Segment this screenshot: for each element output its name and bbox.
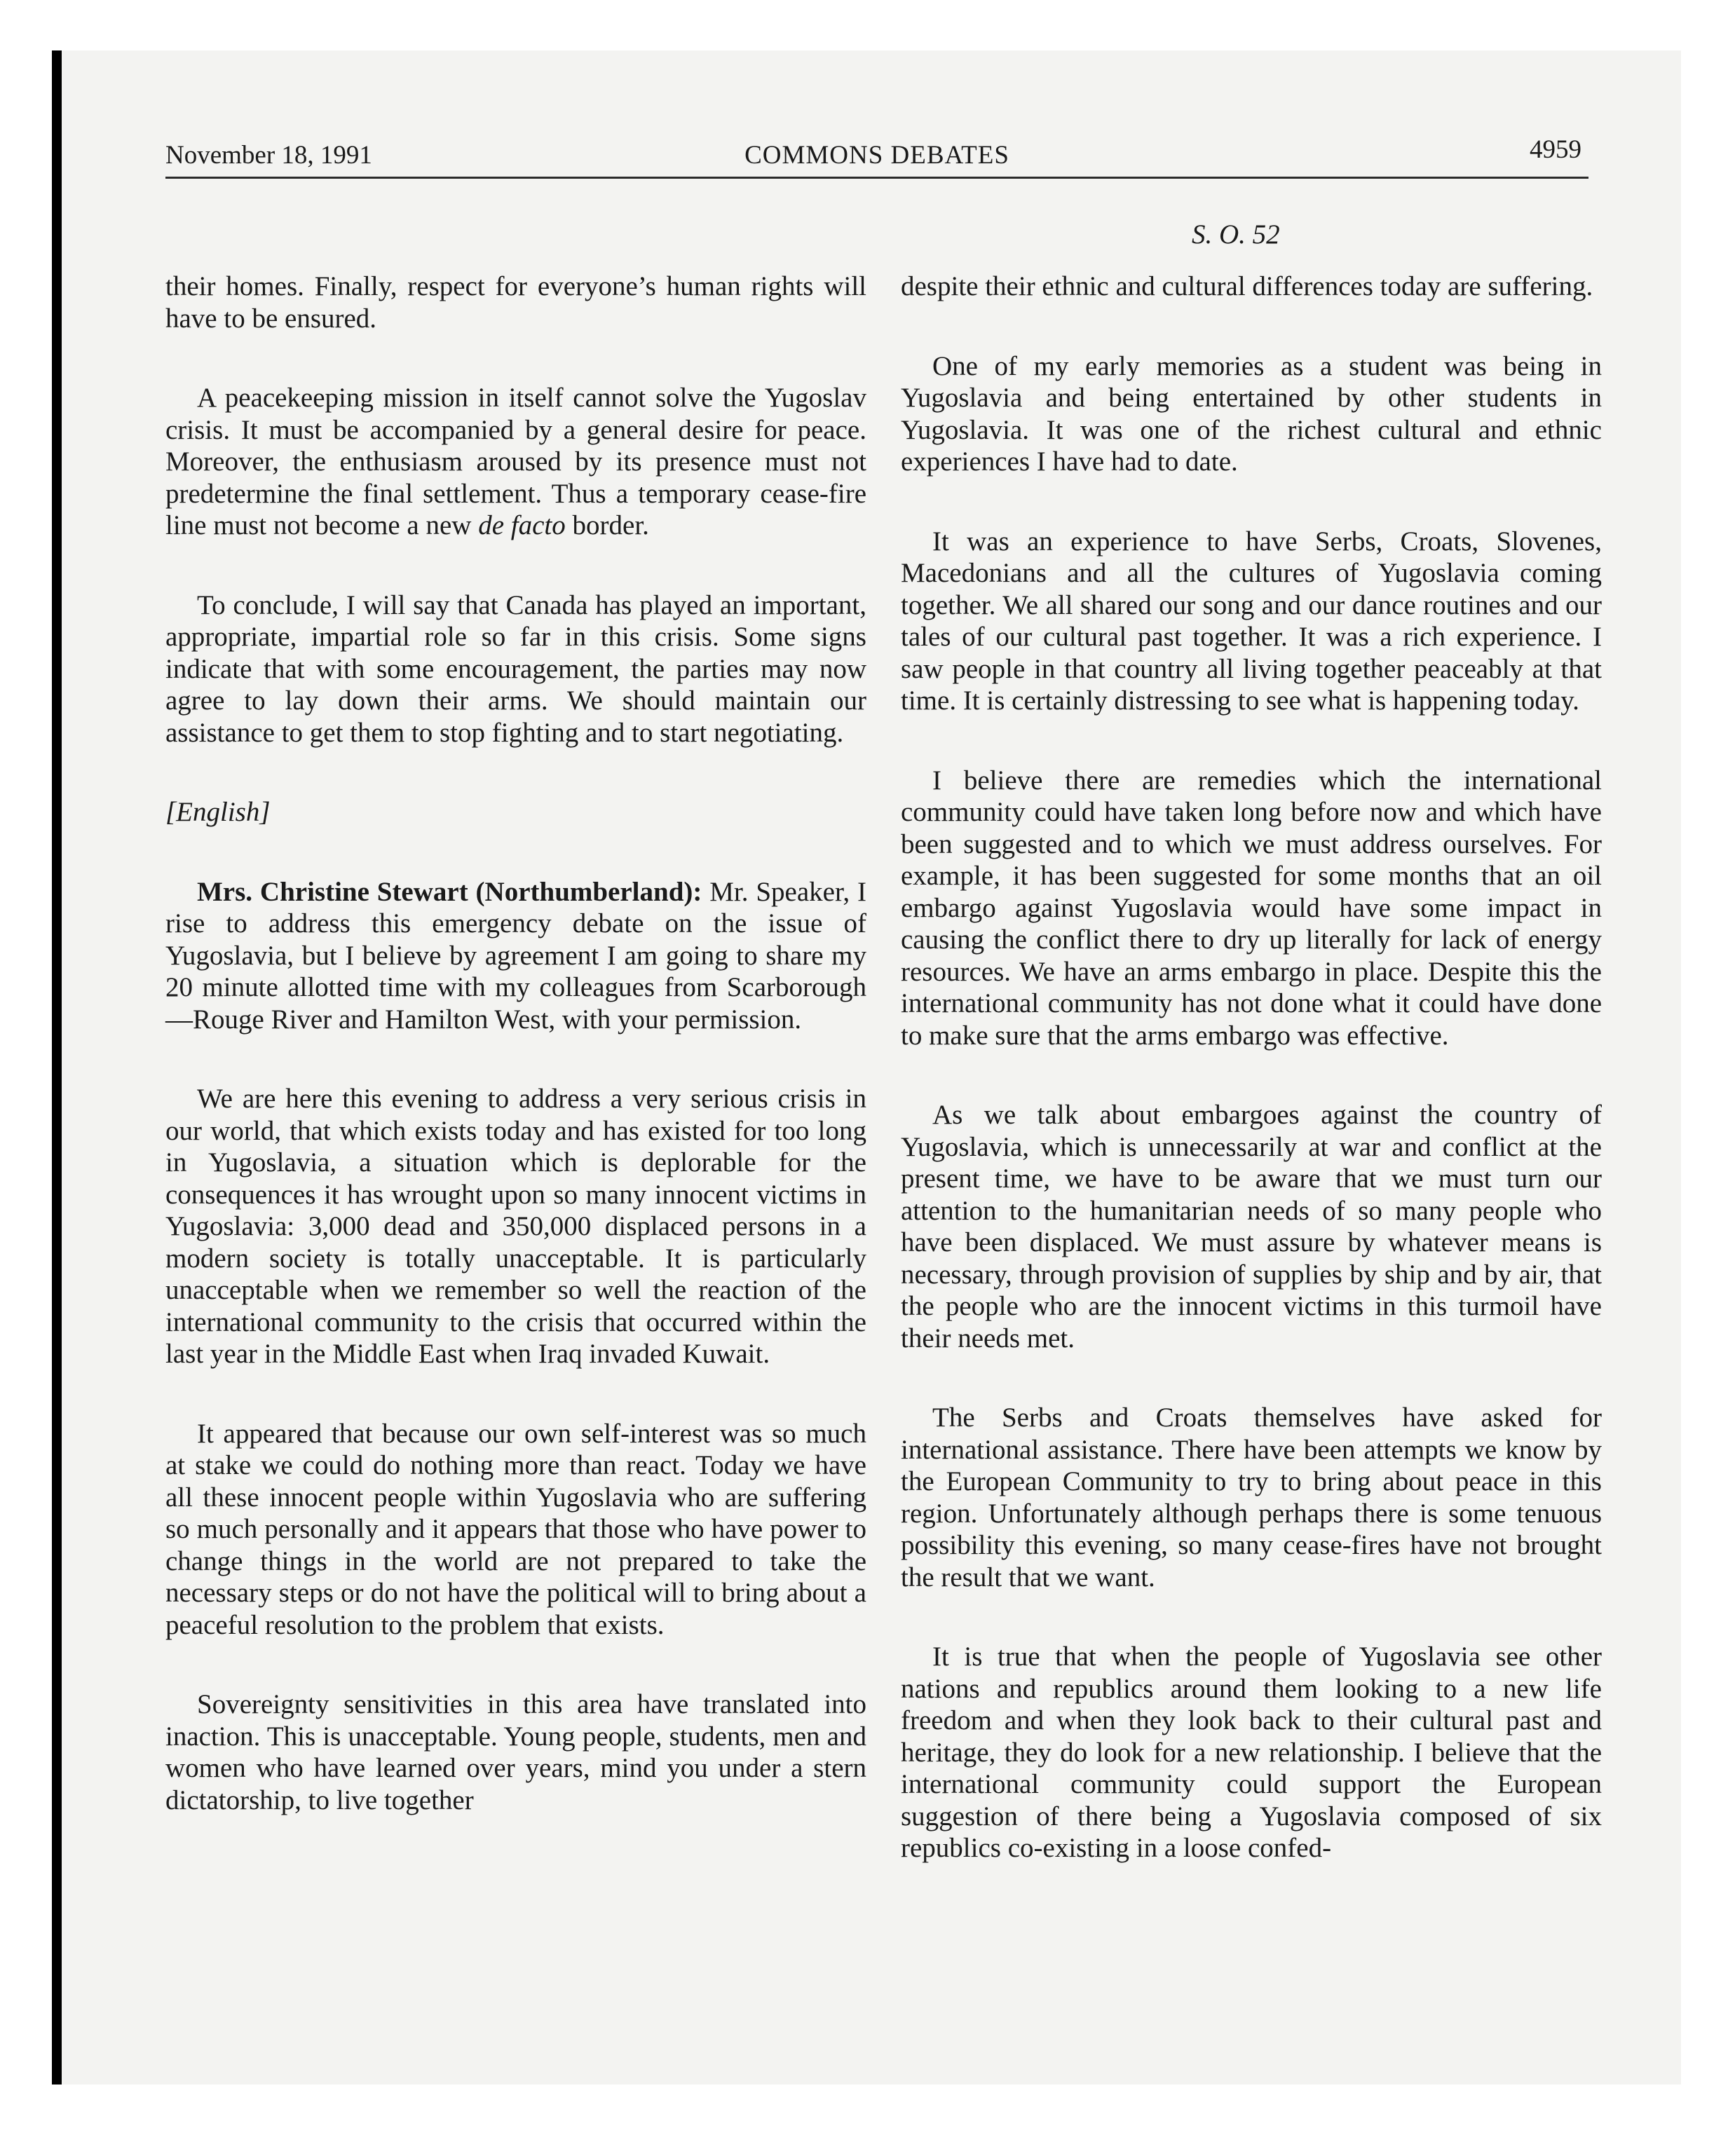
- running-head: [165, 135, 1588, 179]
- page-number: 4959: [1530, 135, 1581, 164]
- paragraph: It is true that when the people of Yugoslavia see other nations and republics around them looking to a new life freedom and when they look back to their cultural past and heritage, they do look for a new relationship. I believe that the international community could support the European suggestion of there being a Yugoslavia composed of six republics co-existing in a loose confed-: [901, 1642, 1602, 1863]
- paragraph: [165, 876, 866, 1036]
- paragraph: It was an experience to have Serbs, Croats, Slovenes, Macedonians and all the cultures of Yugoslavia coming together. We all shared our song and our dance routines and our tales of our cultural past together. It was a rich experience. I saw people in that country all living together peaceably at that time. It is certainly distressing to see what is happening today.: [901, 526, 1602, 716]
- section-label: S. O. 52: [1192, 219, 1280, 250]
- left-column: [165, 271, 866, 1816]
- language-tag: [English]: [165, 797, 271, 827]
- paragraph: [165, 382, 866, 542]
- paragraph-text: A peacekeeping mission in itself cannot solve the Yugoslav crisis. It must be accompanied by a general desire for peace. Moreover, the enthusiasm aroused by its presence must not predetermine the final settlement. Thus a temporary cease-fire line must not become a new: [165, 383, 866, 540]
- paragraph-text: border.: [565, 510, 649, 540]
- italic-term: de facto: [478, 510, 566, 540]
- header-date: November 18, 1991: [165, 141, 372, 170]
- paragraph: despite their ethnic and cultural differences today are suffering.: [901, 271, 1593, 301]
- paragraph: Sovereignty sensitivities in this area have translated into inaction. This is unacceptable. Young people, students, men and women who have learned over years, mind you under a stern dictatorship, to live together: [165, 1689, 866, 1815]
- paragraph-text: Mr. Speaker, I rise to address this emergency debate on the issue of Yugoslavia, but I believe by agreement I am going to share my 20 minute allotted time with my colleagues from Scarborough—Rouge River and Hamilton West, with your permission.: [165, 876, 866, 1035]
- paragraph: We are here this evening to address a very serious crisis in our world, that which exists today and has existed for too long in Yugoslavia, a situation which is deplorable for the consequences it has wrought upon so many innocent victims in Yugoslavia: 3,000 dead and 350,000 displaced persons in a modern society is totally unacceptable. It is particularly unacceptable when we remember so well the reaction of the international community to the crisis that occurred within the last year in the Middle East when Iraq invaded Kuwait.: [165, 1084, 866, 1369]
- paragraph: The Serbs and Croats themselves have asked for international assistance. There have been attempts we know by the European Community to try to bring about peace in this region. Unfortunately although perhaps there is some tenuous possibility this evening, so many cease-fires have not brought the result that we want.: [901, 1403, 1602, 1592]
- paragraph: As we talk about embargoes against the country of Yugoslavia, which is unnecessarily at war and conflict at the present time, we have to be aware that we must turn our attention to the humanitarian needs of so many people who have been displaced. We must assure by whatever means is necessary, through provision of supplies by ship and by air, that the people who are the innocent victims in this turmoil have their needs met.: [901, 1100, 1602, 1353]
- right-column: [901, 271, 1602, 1864]
- paragraph: their homes. Finally, respect for everyone’s human rights will have to be ensured.: [165, 271, 866, 334]
- paragraph: One of my early memories as a student was being in Yugoslavia and being entertained by other students in Yugoslavia. It was one of the richest cultural and ethnic experiences I have had to date.: [901, 350, 1602, 477]
- header-title: COMMONS DEBATES: [744, 141, 1009, 170]
- paragraph: It appeared that because our own self-interest was so much at stake we could do nothing more than react. Today we have all these innocent people within Yugoslavia who are suffering so much personally and it appears that those who have power to change things in the world are not prepared to take the necessary steps or do not have the political will to bring about a peaceful resolution to the problem that exists.: [165, 1418, 866, 1640]
- scan-edge-bar: [52, 50, 62, 2085]
- paragraph: To conclude, I will say that Canada has played an important, appropriate, impartial role so far in this crisis. Some signs indicate that with some encouragement, the parties may now agree to lay down their arms. We should maintain our assistance to get them to stop fighting and to start negotiating.: [165, 589, 866, 748]
- paragraph: I believe there are remedies which the international community could have taken long before now and which have been suggested and to which we must address ourselves. For example, it has been suggested for some months that an oil embargo against Yugoslavia would have some impact in causing the conflict there to dry up literally for lack of energy resources. We have an arms embargo in place. Despite this the international community has not done what it could have done to make sure that the arms embargo was effective.: [901, 765, 1602, 1051]
- speaker-name: Mrs. Christine Stewart (Northumberland):: [197, 876, 702, 907]
